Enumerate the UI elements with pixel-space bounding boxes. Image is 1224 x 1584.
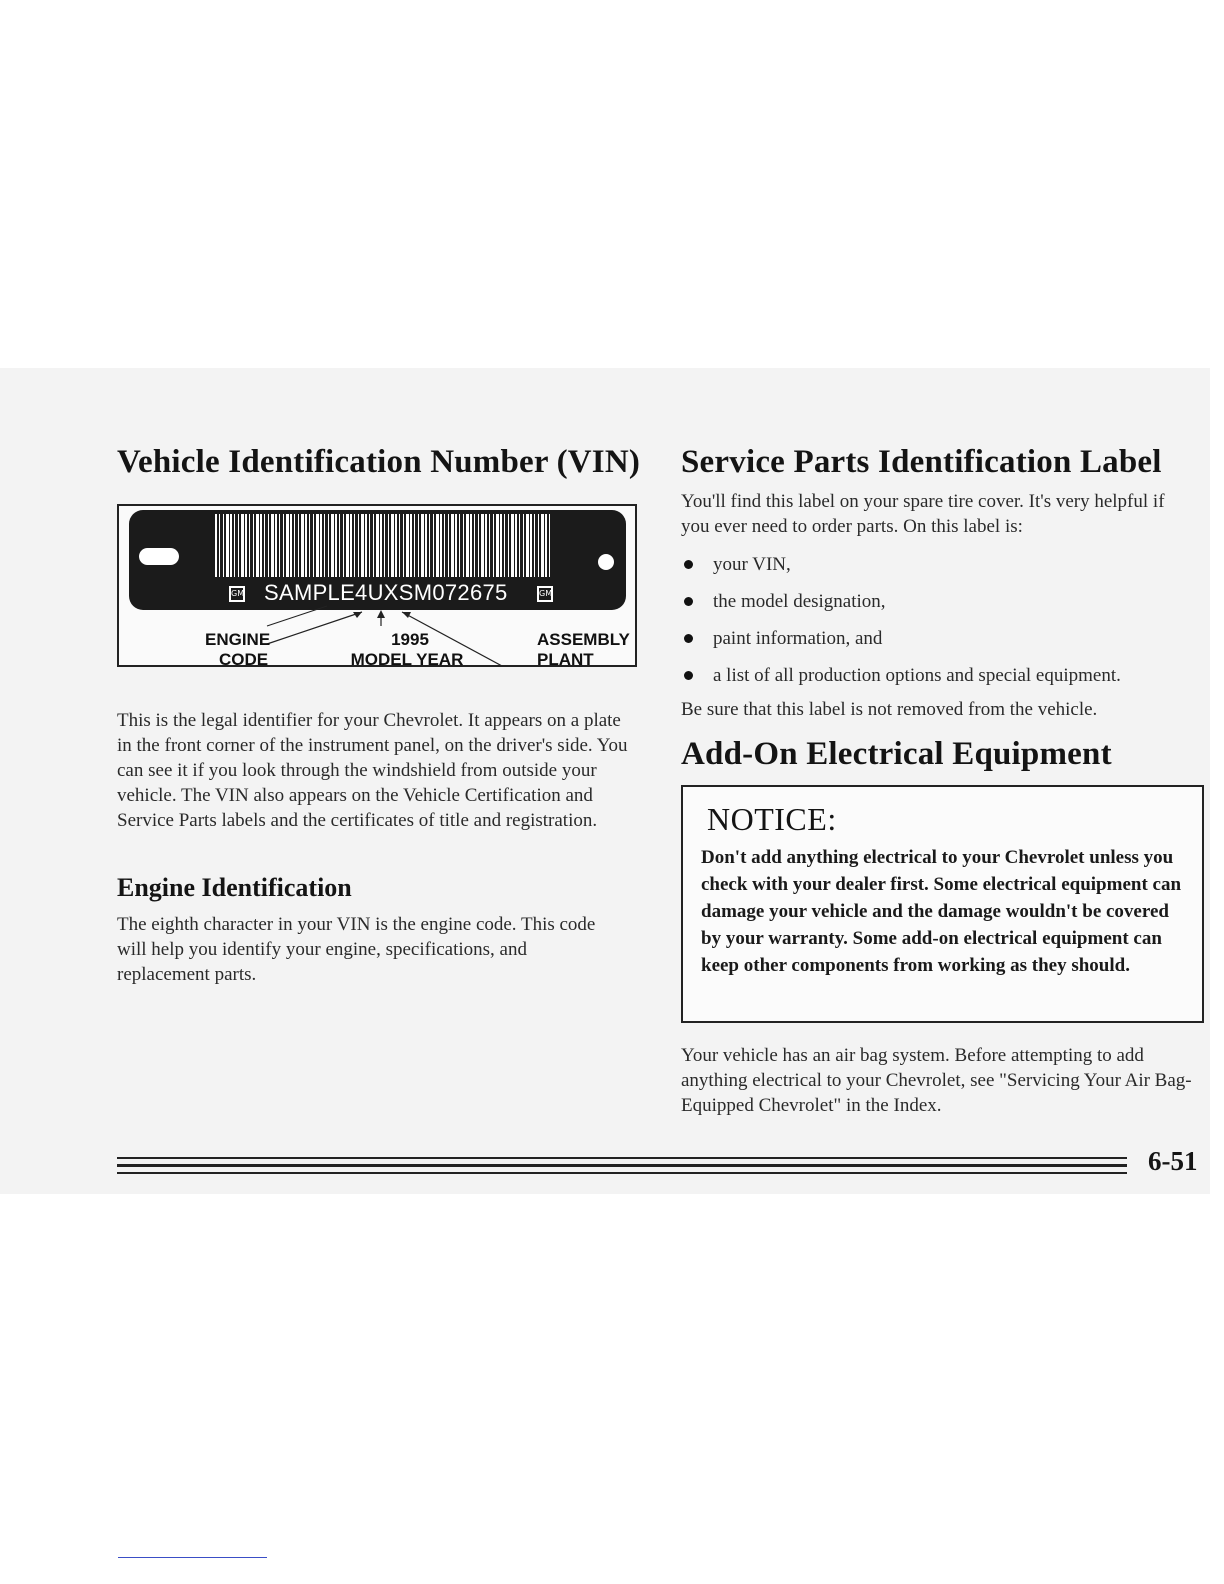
engine-body-text: The eighth character in your VIN is the engine code. This code will help you identify your engine, specifications, and replacement parts. xyxy=(117,914,596,985)
notice-text: Don't add anything electrical to your Chevrolet unless you check with your dealer first. Some electrical equipment can damage your vehicle and the damage wouldn't be covered by your warranty. Some add-on electrical equipment can keep other components from working as they should. xyxy=(701,847,1182,976)
assembly-plant-label xyxy=(537,630,630,670)
footer-rule-bottom xyxy=(117,1172,1127,1174)
vin-plate-figure xyxy=(117,504,637,667)
list-item: your VIN, xyxy=(681,552,1206,589)
gm-logo-icon-left: GM xyxy=(229,586,245,602)
addon-section-title: Add-On Electrical Equipment xyxy=(681,736,1112,772)
vin-code: SAMPLE4UXSM072675 xyxy=(264,580,508,605)
model-year-label xyxy=(347,630,467,670)
engine-pointer-line-2 xyxy=(267,606,327,626)
footer-rule-middle xyxy=(117,1164,1127,1167)
service-intro-text: You'll find this label on your spare tire cover. It's very helpful if you ever need to order parts. On this label is: xyxy=(681,491,1165,537)
engine-label-line2: CODE xyxy=(219,650,269,669)
assembly-plant-label-line1: ASSEMBLY xyxy=(537,630,630,649)
list-item: the model designation, xyxy=(681,589,1206,626)
service-label-list xyxy=(681,552,1206,700)
gm-logo-icon-right: GM xyxy=(537,586,553,602)
page-number: 6-51 xyxy=(1148,1146,1198,1176)
footer-rule-top xyxy=(117,1157,1127,1159)
service-outro-text: Be sure that this label is not removed from the vehicle. xyxy=(681,699,1098,720)
list-item: paint information, and xyxy=(681,626,1206,663)
service-section-title: Service Parts Identification Label xyxy=(681,444,1162,480)
vin-body-text: This is the legal identifier for your Chevrolet. It appears on a plate in the front corner of the instrument panel, on the driver's side. You can see it if you look through the windshield from outside your vehicle. The VIN also appears on the Vehicle Certification and Service Parts labels and the certificates of title and registration. xyxy=(117,710,628,831)
footer-link-underline xyxy=(118,1557,267,1558)
notice-title: NOTICE: xyxy=(707,801,837,837)
plant-pointer-arrow xyxy=(402,612,411,618)
engine-label xyxy=(205,630,270,670)
model-year-label-line2: MODEL YEAR xyxy=(350,650,464,669)
notice-box xyxy=(681,785,1204,1023)
vin-section-title: Vehicle Identification Number (VIN) xyxy=(117,444,641,480)
addon-body-text: Your vehicle has an air bag system. Before attempting to add anything electrical to your Chevrolet, see "Servicing Your Air Bag-Equipped Chevrolet" in the Index. xyxy=(681,1045,1192,1116)
list-item: a list of all production options and special equipment. xyxy=(681,663,1206,700)
year-pointer-arrow xyxy=(377,610,385,618)
model-year-label-line1: 1995 xyxy=(391,630,429,649)
engine-section-title: Engine Identification xyxy=(117,873,352,902)
assembly-plant-label-line2: PLANT xyxy=(537,650,594,669)
engine-label-line1: ENGINE xyxy=(205,630,271,649)
